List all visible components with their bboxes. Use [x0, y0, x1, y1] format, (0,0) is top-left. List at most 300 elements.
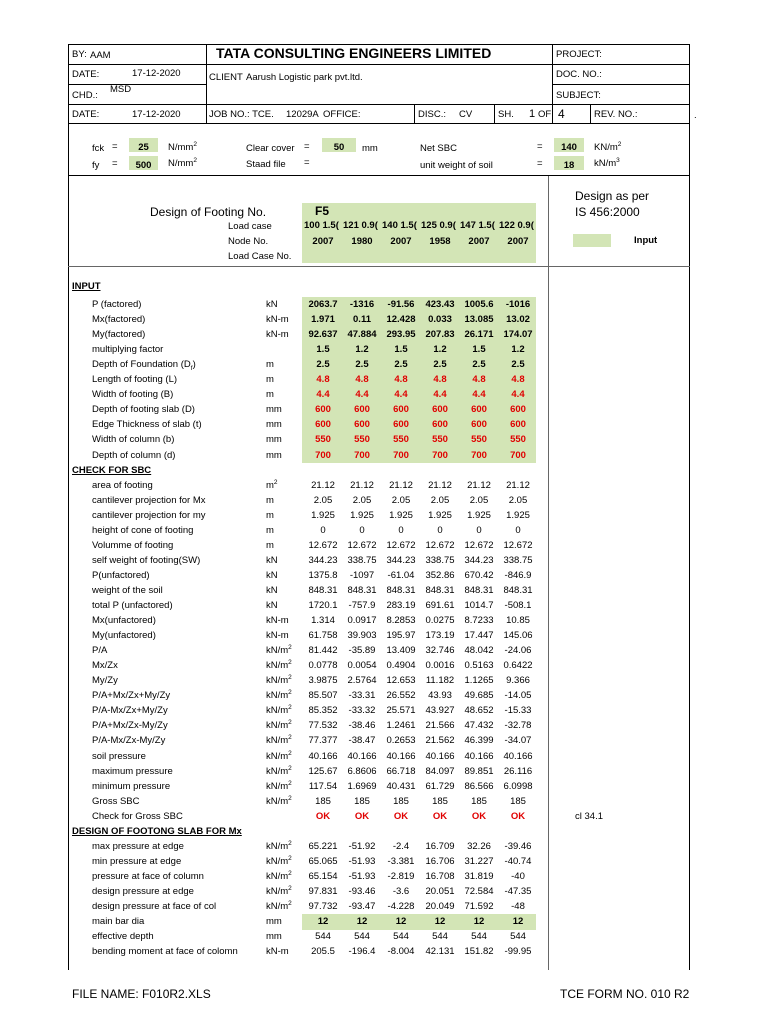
row-value: -40.74 — [504, 855, 532, 867]
row-value: 40.166 — [425, 750, 455, 762]
row-value: 185 — [510, 795, 526, 807]
row-unit: $kN/m^2$ — [266, 719, 292, 732]
row-value: 1.1265 — [464, 675, 494, 687]
row-value: 1005.6 — [464, 299, 494, 310]
row-value: 2.5 — [511, 359, 525, 371]
row-value: 12 — [512, 916, 524, 928]
soil-weight-unit: $kN/m^3$ — [594, 157, 620, 169]
row-label: P/A+Mx/Zx-My/Zy — [92, 720, 168, 732]
row-unit: mm — [266, 419, 282, 431]
row-value: 21.12 — [428, 479, 452, 491]
row-value: 17.447 — [464, 630, 494, 642]
row-value: 12.672 — [308, 539, 338, 551]
row-value: 1.5 — [316, 344, 330, 356]
job-label: JOB NO.: TCE. — [209, 109, 274, 120]
row-unit: mm — [266, 449, 282, 461]
row-unit: $m^2$ — [266, 478, 278, 491]
cover-eq: = — [304, 141, 310, 152]
row-value: 26.116 — [503, 765, 533, 777]
row-value: -35.89 — [348, 645, 376, 657]
row-value: 12.653 — [386, 675, 416, 687]
row-value: -93.47 — [348, 901, 376, 912]
row-value: 32.26 — [467, 840, 491, 852]
row-value: -91.56 — [387, 299, 415, 310]
row-value: 125.67 — [308, 765, 338, 777]
row-label: height of cone of footing — [92, 524, 194, 536]
row-label: bending moment at face of colomn — [92, 946, 238, 958]
row-value: 86.566 — [464, 780, 494, 792]
row-value: 0.0054 — [347, 660, 377, 672]
clear-cover-unit: mm — [362, 143, 378, 154]
row-value: 1375.8 — [308, 569, 338, 581]
row-unit: kN-m — [266, 630, 289, 642]
row-value: 40.166 — [386, 750, 416, 762]
row-value: 600 — [354, 404, 370, 416]
row-value: 40.431 — [386, 780, 416, 792]
row-value: 12 — [395, 916, 407, 928]
row-value: -1097 — [349, 569, 375, 581]
fck-eq: = — [112, 141, 118, 152]
row-unit: $kN/m^2$ — [266, 869, 292, 882]
row-value: 11.182 — [425, 675, 455, 687]
fck-value: 25 — [138, 142, 149, 153]
row-value: 4.8 — [394, 374, 408, 386]
row-label: Gross SBC — [92, 795, 140, 807]
row-value: 20.051 — [425, 885, 455, 897]
row-value: -99.95 — [504, 946, 532, 958]
row-value: 600 — [354, 419, 370, 431]
row-value: 31.227 — [464, 855, 494, 867]
row-unit: kN — [266, 569, 278, 581]
row-value: 16.706 — [425, 855, 455, 867]
row-value: 72.584 — [464, 885, 494, 897]
row-value: 0.6422 — [503, 660, 533, 672]
row-label: Width of footing (B) — [92, 389, 174, 401]
row-label: Depth of footing slab (D) — [92, 404, 195, 416]
row-unit: kN-m — [266, 946, 289, 958]
row-value: 0.0917 — [347, 615, 377, 627]
row-label: min pressure at edge — [92, 855, 182, 867]
row-value: -51.93 — [348, 870, 376, 882]
row-unit: $kN/m^2$ — [266, 764, 292, 777]
sheet-value: 1 — [529, 108, 536, 120]
form-no: TCE FORM NO. 010 R2 — [560, 987, 690, 1001]
input-legend-label: Input — [634, 235, 658, 246]
row-value: OK — [315, 810, 331, 822]
row-unit: $kN/m^2$ — [266, 689, 292, 702]
footing-no: F5 — [315, 204, 330, 218]
row-label: P/A+Mx/Zx+My/Zy — [92, 690, 171, 702]
row-value: 13.409 — [386, 645, 416, 657]
row-value: 12.672 — [503, 539, 533, 551]
row-value: 47.432 — [464, 720, 494, 732]
input-legend-swatch — [573, 234, 611, 247]
row-value: 0 — [398, 524, 404, 536]
row-value: 0.0275 — [425, 615, 455, 627]
row-value: 12.672 — [386, 539, 416, 551]
row-value: 21.562 — [425, 735, 455, 747]
row-value: 2.5 — [472, 359, 486, 371]
row-value: 4.8 — [433, 374, 447, 386]
design-code: IS 456:2000 — [575, 205, 640, 219]
row-value: 97.831 — [308, 885, 338, 897]
row-unit: kN — [266, 600, 278, 611]
row-value: 12 — [317, 916, 329, 928]
row-value: 2.05 — [508, 494, 528, 506]
row-unit: kN-m — [266, 329, 289, 341]
row-value: 848.31 — [386, 584, 416, 596]
load-case-label: Load case — [228, 221, 272, 232]
row-value: 21.12 — [467, 479, 491, 491]
row-value: -1316 — [349, 299, 375, 310]
row-value: 13.085 — [464, 314, 494, 326]
file-name: FILE NAME: F010R2.XLS — [72, 987, 211, 1001]
row-label: self weight of footing(SW) — [92, 554, 201, 566]
row-value: 2.5 — [394, 359, 408, 371]
row-value: OK — [471, 810, 487, 822]
row-value: -15.33 — [504, 705, 532, 717]
row-value: 352.86 — [425, 569, 455, 581]
row-value: 1.925 — [389, 509, 413, 521]
row-value: 12 — [356, 916, 368, 928]
row-value: 0.11 — [353, 314, 371, 326]
row-value: 544 — [432, 931, 448, 943]
row-value: 71.592 — [464, 901, 494, 912]
row-unit: mm — [266, 931, 282, 943]
row-value: -14.05 — [504, 690, 532, 702]
row-value: 0 — [515, 524, 521, 536]
row-value: -1016 — [505, 299, 531, 310]
row-value: -33.32 — [348, 705, 376, 717]
client-label: CLIENT — [209, 72, 243, 83]
net-sbc-unit: $KN/m^2$ — [594, 141, 622, 153]
by-label: BY: — [72, 49, 87, 60]
load-case-no-label: Load Case No. — [228, 251, 292, 262]
row-value: 25.571 — [386, 705, 416, 717]
row-value: -61.04 — [387, 569, 415, 581]
row-value: -51.93 — [348, 855, 376, 867]
row-label: My(factored) — [92, 329, 146, 341]
clear-cover-label: Clear cover — [246, 143, 295, 154]
row-unit: m — [266, 524, 274, 536]
row-value: 12.672 — [464, 539, 494, 551]
row-value: -39.46 — [504, 840, 532, 852]
row-value: 550 — [393, 434, 409, 446]
row-value: 0 — [320, 524, 326, 536]
row-value: 61.729 — [425, 780, 455, 792]
row-value: 4.8 — [511, 374, 525, 386]
row-value: 1.925 — [350, 509, 374, 521]
load-case-6: 122 0.9( — [499, 220, 534, 231]
row-value: 544 — [510, 931, 526, 943]
row-value: 97.732 — [308, 901, 338, 912]
row-value: 185 — [432, 795, 448, 807]
row-value: 40.166 — [464, 750, 494, 762]
fy-eq: = — [112, 158, 118, 169]
row-value: 344.23 — [464, 554, 494, 566]
row-value: -8.004 — [387, 946, 415, 958]
row-label: cantilever projection for Mx — [92, 494, 206, 506]
row-value: 4.4 — [511, 389, 525, 401]
row-value: 1.2 — [433, 344, 447, 356]
row-value: 47.884 — [347, 329, 377, 341]
sbc-eq: = — [537, 141, 543, 152]
row-unit: $kN/m^2$ — [266, 659, 292, 672]
row-value: 1.2461 — [386, 720, 416, 732]
row-value: 21.12 — [389, 479, 413, 491]
row-value: 600 — [393, 419, 409, 431]
row-value: 2.5 — [316, 359, 330, 371]
row-value: 48.652 — [464, 705, 494, 717]
row-label: multiplying factor — [92, 344, 164, 356]
row-label: P (factored) — [92, 299, 142, 310]
row-value: 40.166 — [503, 750, 533, 762]
row-value: 6.0998 — [503, 780, 533, 792]
row-value: -3.381 — [387, 855, 415, 867]
office-label: OFFICE: — [323, 109, 361, 120]
row-value: 13.02 — [506, 314, 530, 326]
row-label: main bar dia — [92, 916, 145, 928]
row-value: 84.097 — [425, 765, 455, 777]
sheet-label: SH. — [498, 109, 514, 120]
row-label: minimum pressure — [92, 780, 171, 792]
design-title: Design of Footing No. — [150, 205, 267, 219]
doc-no-label: DOC. NO.: — [556, 69, 602, 80]
row-label: P(unfactored) — [92, 569, 150, 581]
staad-file-label: Staad file — [246, 159, 286, 170]
design-as-per: Design as per — [575, 189, 650, 203]
row-unit: kN — [266, 554, 278, 566]
row-label: P/A-Mx/Zx+My/Zy — [92, 705, 168, 717]
row-value: 21.566 — [425, 720, 455, 732]
row-value: -846.9 — [504, 569, 532, 581]
row-value: 21.12 — [506, 479, 530, 491]
row-label: Volumme of footing — [92, 539, 174, 551]
row-value: 600 — [393, 404, 409, 416]
row-value: 544 — [315, 931, 331, 943]
row-value: 1.314 — [311, 615, 335, 627]
staad-eq: = — [304, 157, 310, 168]
subject-label: SUBJECT: — [556, 90, 601, 101]
row-value: -32.78 — [504, 720, 532, 732]
load-case-2: 121 0.9( — [343, 220, 378, 231]
row-label: P/A-Mx/Zx-My/Zy — [92, 735, 166, 747]
row-value: 8.7233 — [464, 615, 494, 627]
node-no-label: Node No. — [228, 236, 269, 247]
fy-label: fy — [92, 160, 100, 171]
node-no-4: 1958 — [429, 236, 451, 247]
row-value: 31.819 — [464, 870, 494, 882]
row-value: 2.5 — [433, 359, 447, 371]
row-value: 26.171 — [464, 329, 494, 341]
row-value: 1.6969 — [347, 780, 377, 792]
rev-label: REV. NO.: — [594, 109, 638, 120]
date2-label: DATE: — [72, 109, 100, 120]
row-value: 65.154 — [308, 870, 338, 882]
row-unit: $kN/m^2$ — [266, 884, 292, 897]
node-no-2: 1980 — [351, 236, 373, 247]
row-value: -38.46 — [348, 720, 376, 732]
row-value: 185 — [471, 795, 487, 807]
of-label: OF — [538, 109, 552, 120]
row-value: 85.352 — [308, 705, 338, 717]
row-value: 2.05 — [313, 494, 333, 506]
row-value: 185 — [315, 795, 331, 807]
row-unit: $kN/m^2$ — [266, 854, 292, 867]
row-value: 600 — [432, 419, 448, 431]
row-value: 8.2853 — [386, 615, 416, 627]
client-value: Aarush Logistic park pvt.ltd. — [246, 72, 363, 83]
row-value: -40 — [511, 870, 525, 882]
of-value: 4 — [558, 107, 565, 121]
row-value: 65.065 — [308, 855, 338, 867]
row-value: 61.758 — [308, 630, 338, 642]
row-label: weight of the soil — [92, 584, 163, 596]
load-case-3: 140 1.5( — [382, 220, 417, 231]
row-unit: mm — [266, 404, 282, 416]
row-value: 16.708 — [425, 870, 455, 882]
row-label: Check for Gross SBC — [92, 810, 183, 822]
row-value: 6.8606 — [347, 765, 377, 777]
row-value: 4.4 — [355, 389, 369, 401]
row-value: 544 — [471, 931, 487, 943]
row-value: 12.672 — [425, 539, 455, 551]
row-value: 16.709 — [425, 840, 455, 852]
row-value: 848.31 — [308, 584, 338, 596]
row-value: 700 — [510, 449, 526, 461]
row-value: 600 — [315, 404, 331, 416]
node-no-1: 2007 — [312, 236, 334, 247]
soil-weight-label: unit weight of soil — [420, 160, 493, 171]
row-unit: m — [266, 494, 274, 506]
row-label: design pressure at face of col — [92, 901, 217, 912]
row-value: 700 — [315, 449, 331, 461]
row-value: 700 — [432, 449, 448, 461]
row-value: 338.75 — [425, 554, 455, 566]
row-label: soil pressure — [92, 750, 146, 762]
row-value: 600 — [432, 404, 448, 416]
row-value: 1.971 — [311, 314, 335, 326]
node-no-5: 2007 — [468, 236, 490, 247]
row-value: 26.552 — [386, 690, 416, 702]
row-value: 81.442 — [308, 645, 338, 657]
row-value: -33.31 — [348, 690, 376, 702]
row-unit: kN — [266, 299, 278, 310]
row-label: Width of column (b) — [92, 434, 175, 446]
load-case-5: 147 1.5( — [460, 220, 495, 231]
dot-mark: . — [694, 110, 697, 121]
row-value: 42.131 — [425, 946, 455, 958]
row-unit: $kN/m^2$ — [266, 704, 292, 717]
row-unit: kN-m — [266, 314, 289, 326]
row-value: 550 — [315, 434, 331, 446]
row-value: 77.377 — [308, 735, 338, 747]
row-value: 92.637 — [308, 329, 338, 341]
row-value: 0.033 — [428, 314, 452, 326]
fck-unit: $N/mm^2$ — [168, 141, 197, 153]
row-value: 12 — [473, 916, 485, 928]
fy-value: 500 — [135, 160, 152, 171]
row-value: -508.1 — [504, 600, 532, 611]
row-value: 4.8 — [355, 374, 369, 386]
section-input: INPUT — [72, 281, 101, 292]
row-value: 12.672 — [347, 539, 377, 551]
row-value: 174.07 — [503, 329, 533, 341]
row-value: 1720.1 — [308, 600, 338, 611]
row-value: 0.5163 — [464, 660, 494, 672]
row-value: 151.82 — [464, 946, 494, 958]
row-value: 2.5764 — [347, 675, 377, 687]
row-unit: $kN/m^2$ — [266, 794, 292, 807]
row-value: 43.927 — [425, 705, 455, 717]
row-value: 1.2 — [511, 344, 525, 356]
clear-cover-value: 50 — [333, 142, 345, 153]
row-value: 0.0778 — [308, 660, 338, 672]
row-value: -2.4 — [392, 840, 410, 852]
row-value: 3.9875 — [308, 675, 338, 687]
design-input-area — [302, 203, 536, 263]
row-label: total P (unfactored) — [92, 600, 173, 611]
disc-value: CV — [459, 109, 473, 120]
net-sbc-label: Net SBC — [420, 143, 457, 154]
row-value: 848.31 — [347, 584, 377, 596]
row-value: 12 — [434, 916, 446, 928]
row-label: effective depth — [92, 931, 154, 943]
row-value: -93.46 — [348, 885, 376, 897]
row-unit: m — [266, 389, 274, 401]
row-value: 550 — [432, 434, 448, 446]
row-label: Length of footing (L) — [92, 374, 178, 386]
row-value: 0 — [359, 524, 365, 536]
row-value: 550 — [471, 434, 487, 446]
checked-value: MSD — [110, 84, 132, 95]
row-label: design pressure at edge — [92, 885, 194, 897]
row-value: 10.85 — [506, 615, 530, 627]
row-value: 1.925 — [467, 509, 491, 521]
row-label: My/Zy — [92, 675, 118, 687]
row-value: -196.4 — [348, 946, 376, 958]
row-unit: kN — [266, 584, 278, 596]
node-no-3: 2007 — [390, 236, 412, 247]
row-label: Depth of column (d) — [92, 449, 176, 461]
row-value: 1.2 — [355, 344, 369, 356]
row-value: 46.399 — [464, 735, 494, 747]
row-label: max pressure at edge — [92, 840, 184, 852]
row-value: 1.925 — [428, 509, 452, 521]
row-value: 48.042 — [464, 645, 494, 657]
row-value: 283.19 — [386, 600, 416, 611]
row-unit: m — [266, 359, 274, 371]
row-value: OK — [393, 810, 409, 822]
row-value: 85.507 — [308, 690, 338, 702]
row-value: 4.8 — [316, 374, 330, 386]
soil-eq: = — [537, 158, 543, 169]
row-value: 20.049 — [425, 901, 455, 912]
row-value: 344.23 — [308, 554, 338, 566]
row-value: 670.42 — [464, 569, 494, 581]
row-value: 12.428 — [386, 314, 416, 326]
row-value: 0.0016 — [425, 660, 455, 672]
row-value: 1.5 — [394, 344, 408, 356]
row-value: 0 — [437, 524, 443, 536]
disc-label: DISC.: — [418, 109, 446, 120]
row-value: 600 — [471, 419, 487, 431]
section-sbc: CHECK FOR SBC — [72, 464, 152, 476]
row-value: 338.75 — [503, 554, 533, 566]
company-name: TATA CONSULTING ENGINEERS LIMITED — [216, 45, 492, 61]
node-no-6: 2007 — [507, 236, 529, 247]
date-label: DATE: — [72, 69, 100, 80]
